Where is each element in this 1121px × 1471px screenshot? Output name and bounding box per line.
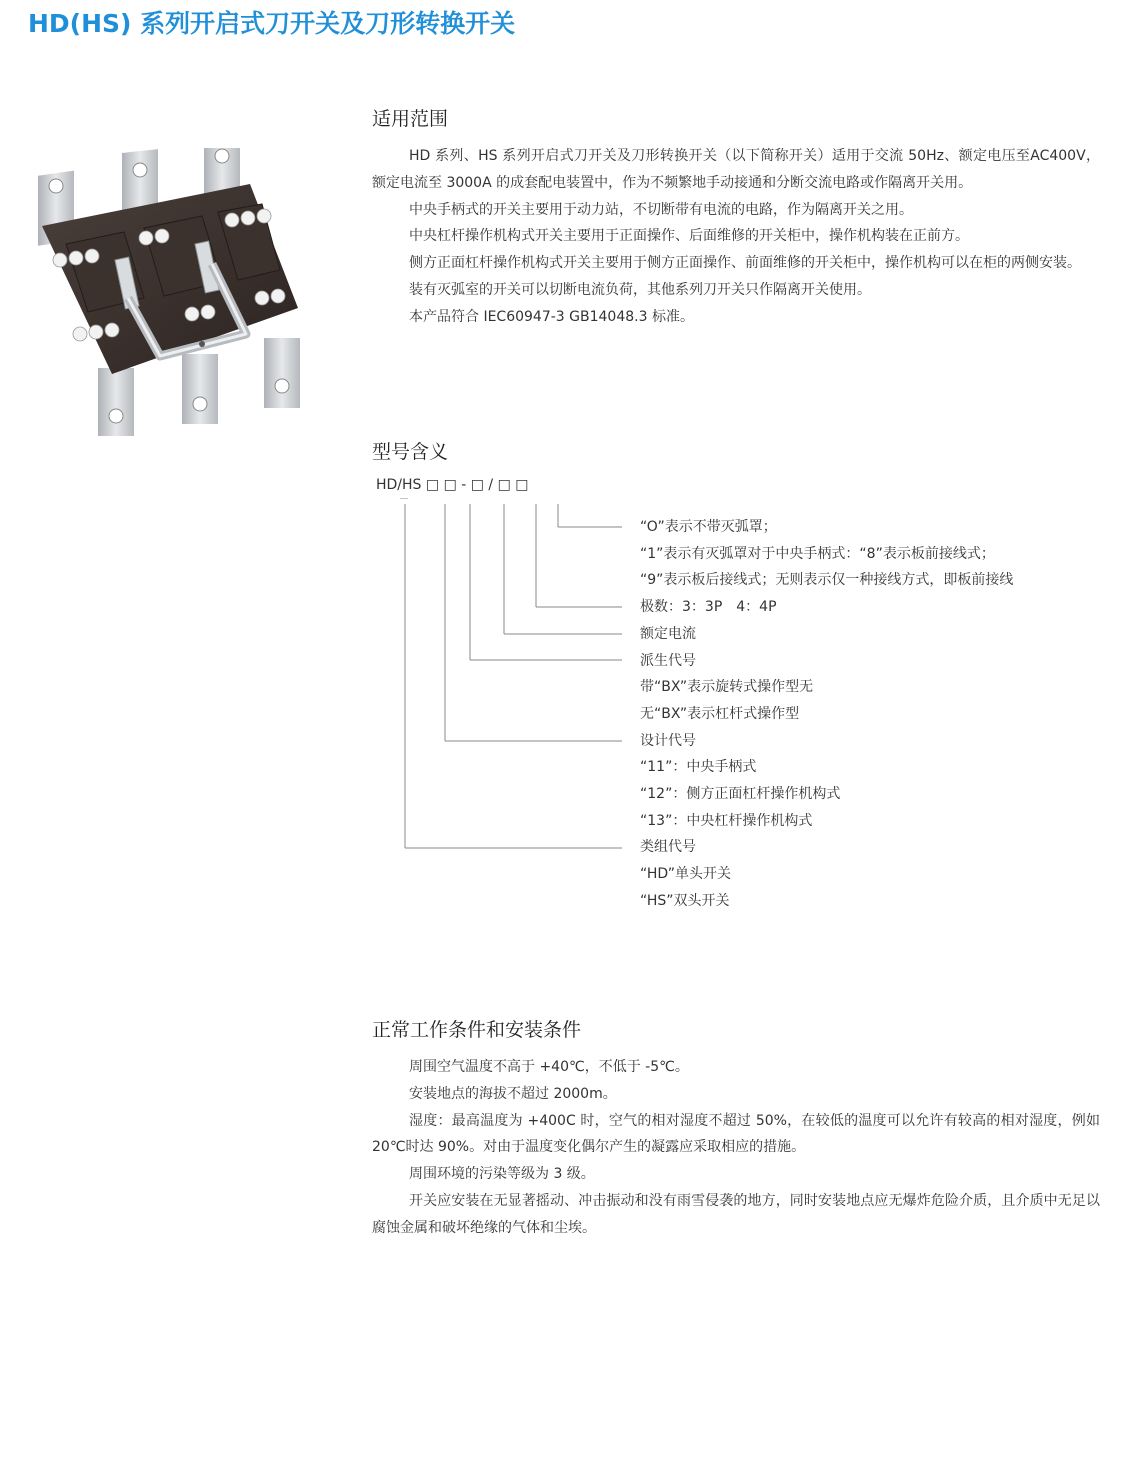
model-line: 无“BX”表示杠杆式操作型 bbox=[640, 705, 800, 722]
page-title: HD(HS) 系列开启式刀开关及刀形转换开关 bbox=[28, 9, 516, 38]
model-line: “HS”双头开关 bbox=[640, 892, 730, 909]
paragraph: 装有灭弧室的开关可以切断电流负荷，其他系列刀开关只作隔离开关使用。 bbox=[409, 281, 871, 298]
model-line: 带“BX”表示旋转式操作型无 bbox=[640, 679, 814, 696]
model-line: “HD”单头开关 bbox=[640, 866, 732, 883]
scope-text bbox=[372, 143, 1100, 331]
model-code: HD/HS □ □ - □ / □ □ bbox=[376, 477, 529, 493]
paragraph: 周围环境的污染等级为 3 级。 bbox=[409, 1166, 595, 1183]
model-line: “13”：中央杠杆操作机构式 bbox=[640, 812, 813, 829]
paragraph: 湿度：最高温度为 +400C 时，空气的相对湿度不超过 50%，在较低的温度可以允许有较高的相对湿度，例如 20℃时达 90%。对由于温度变化偶尔产生的凝露应采取相应的措施。 bbox=[372, 1112, 1100, 1156]
heading-model: 型号含义 bbox=[372, 441, 449, 463]
model-line: “11”：中央手柄式 bbox=[640, 759, 757, 776]
paragraph: 中央杠杆操作机构式开关主要用于正面操作、后面维修的开关柜中，操作机构装在正前方。 bbox=[409, 228, 969, 245]
model-line: 设计代号 bbox=[640, 732, 696, 749]
paragraph: 本产品符合 IEC60947-3 GB14048.3 标准。 bbox=[409, 308, 694, 325]
heading-scope: 适用范围 bbox=[372, 108, 449, 130]
heading-conditions: 正常工作条件和安装条件 bbox=[372, 1019, 582, 1041]
model-line: 派生代号 bbox=[640, 652, 696, 669]
model-line: 额定电流 bbox=[640, 625, 696, 642]
paragraph: HD 系列、HS 系列开启式刀开关及刀形转换开关（以下简称开关）适用于交流 50Hz、额定电压至AC400V，额定电流至 3000A 的成套配电装置中，作为不频繁地手动接通和分断交流电路或作隔离开关用。 bbox=[372, 148, 1100, 191]
model-line: “12”：侧方正面杠杆操作机构式 bbox=[640, 786, 841, 803]
model-line: “9”表示板后接线式；无则表示仅一种接线方式，即板前接线 bbox=[640, 572, 1014, 589]
model-line: “O”表示不带灭弧罩； bbox=[640, 519, 777, 535]
model-diagram-lines bbox=[400, 498, 640, 858]
paragraph: 中央手柄式的开关主要用于动力站，不切断带有电流的电路，作为隔离开关之用。 bbox=[409, 201, 913, 218]
conditions-text bbox=[372, 1054, 1100, 1242]
paragraph: 安装地点的海拔不超过 2000m。 bbox=[409, 1085, 617, 1102]
product-image bbox=[36, 148, 306, 438]
paragraph: 开关应安装在无显著摇动、冲击振动和没有雨雪侵袭的地方，同时安装地点应无爆炸危险介质，且介质中无足以腐蚀金属和破坏绝缘的气体和尘埃。 bbox=[372, 1192, 1100, 1236]
model-line: 极数：3：3P 4：4P bbox=[640, 599, 777, 616]
paragraph: 周围空气温度不高于 +40℃，不低于 -5℃。 bbox=[409, 1059, 689, 1075]
model-line: 类组代号 bbox=[640, 839, 696, 856]
model-explanations bbox=[640, 514, 1013, 915]
paragraph: 侧方正面杠杆操作机构式开关主要用于侧方正面操作、前面维修的开关柜中，操作机构可以在柜的两侧安装。 bbox=[409, 255, 1081, 272]
model-line: “1”表示有灭弧罩对于中央手柄式：“8”表示板前接线式； bbox=[640, 545, 995, 562]
